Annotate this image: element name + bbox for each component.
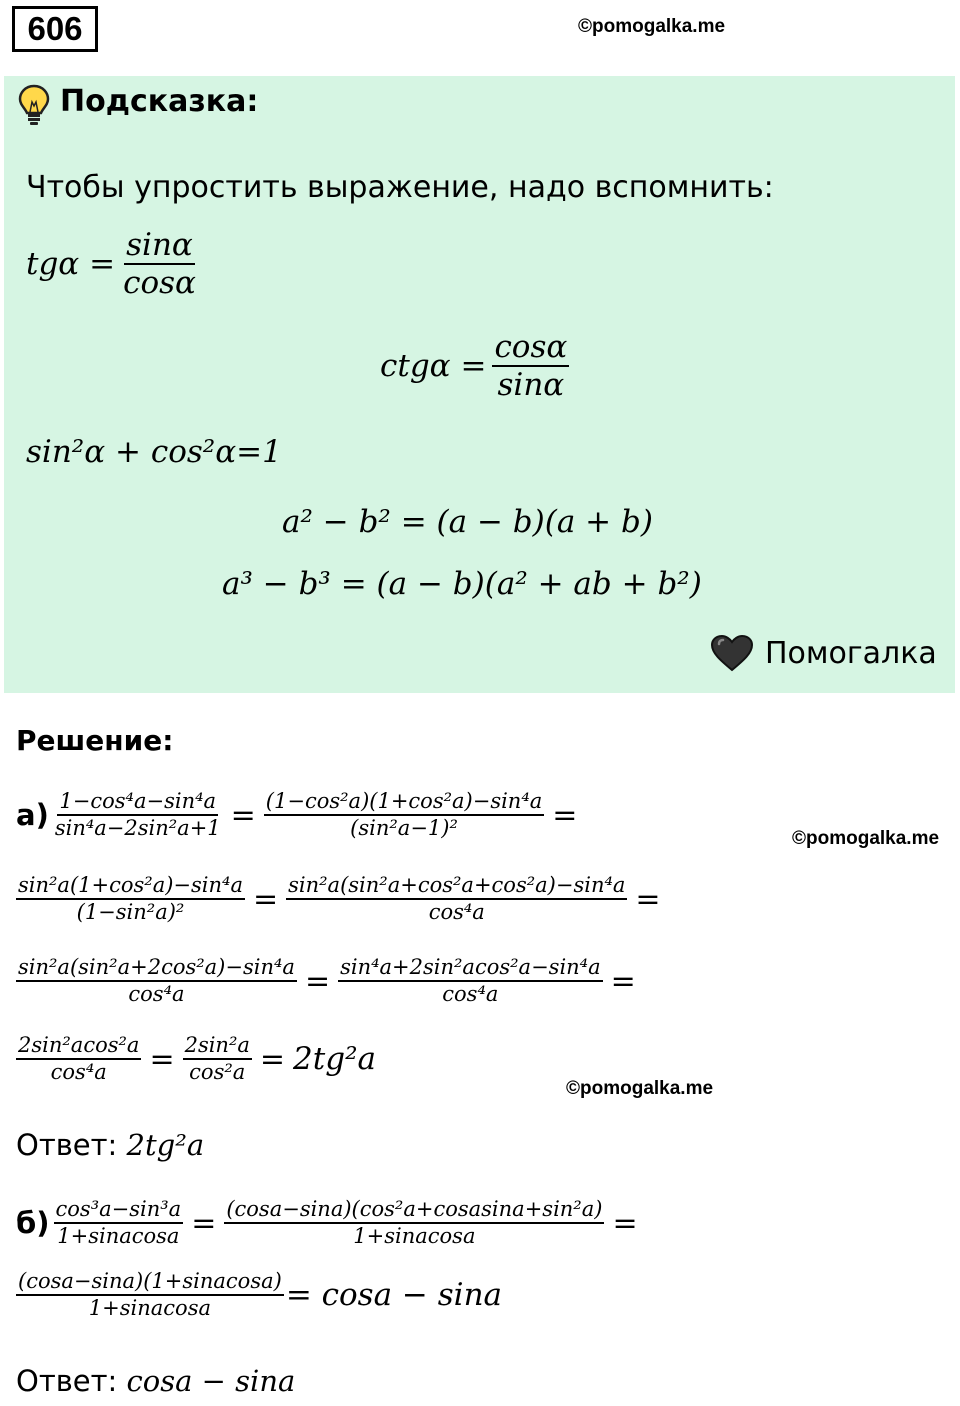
- tg-lhs: tgα =: [26, 246, 116, 283]
- task-number: 606: [12, 6, 98, 52]
- part-b-label: б): [16, 1206, 50, 1241]
- fraction-denominator: cos²a: [189, 1060, 246, 1085]
- fraction-denominator: 1+sinacosa: [57, 1224, 180, 1249]
- part-a-answer: [16, 1128, 204, 1162]
- part-a-line-4: [16, 1034, 376, 1084]
- part-a-line-3: [16, 956, 644, 1006]
- fraction-numerator: sin²a(sin²a+cos²a+cos²a)−sin⁴a: [286, 874, 627, 900]
- ctg-formula: [380, 330, 569, 402]
- equals-sign: =: [230, 797, 256, 833]
- answer-label: Ответ:: [16, 1128, 118, 1162]
- hint-intro: Чтобы упростить выражение, надо вспомнить:: [26, 170, 774, 205]
- equals-sign: =: [191, 1205, 217, 1241]
- fraction-numerator: sin²a(1+cos²a)−sin⁴a: [16, 874, 245, 900]
- difference-of-squares: a² − b² = (a − b)(a + b): [282, 504, 653, 540]
- brand-label: Помогалка: [765, 636, 937, 671]
- part-b-line-2: [16, 1270, 502, 1320]
- fraction-numerator: (cosa−sina)(cos²a+cosasina+sin²a): [224, 1198, 604, 1224]
- answer-label: Ответ:: [16, 1364, 118, 1398]
- part-a-result: 2tg²a: [293, 1041, 376, 1078]
- equals-sign: =: [252, 881, 279, 917]
- hint-title: Подсказка:: [60, 84, 259, 119]
- fraction-numerator: (cosa−sina)(1+sinacosa): [16, 1270, 284, 1296]
- answer-value: 2tg²a: [126, 1128, 205, 1162]
- part-a-line-1: [16, 790, 585, 840]
- fraction-numerator: cos³a−sin³a: [54, 1198, 184, 1224]
- equals-sign: =: [610, 963, 636, 999]
- fraction-numerator: 1−cos⁴a−sin⁴a: [57, 790, 218, 816]
- solution-title: Решение:: [16, 724, 174, 757]
- part-a-line-2: [16, 874, 669, 924]
- equals-sign: =: [552, 797, 578, 833]
- fraction-numerator: (1−cos²a)(1+cos²a)−sin⁴a: [264, 790, 544, 816]
- ctg-numerator: cosα: [492, 330, 569, 367]
- tg-formula: [26, 228, 198, 300]
- fraction-denominator: sin⁴a−2sin²a+1: [54, 816, 221, 841]
- equals-sign: =: [635, 881, 661, 917]
- fraction-denominator: cos⁴a: [50, 1060, 107, 1085]
- part-a-label: а): [16, 798, 49, 833]
- fraction-numerator: sin²a(sin²a+2cos²a)−sin⁴a: [16, 956, 297, 982]
- fraction-denominator: 1+sinacosa: [88, 1296, 211, 1321]
- fraction-denominator: cos⁴a: [128, 982, 185, 1007]
- fraction-denominator: (1−sin²a)²: [76, 900, 185, 925]
- lightbulb-icon: [18, 84, 50, 131]
- fraction-denominator: 1+sinacosa: [353, 1224, 476, 1249]
- part-b-result: = cosa − sina: [285, 1277, 503, 1314]
- fraction-numerator: sin⁴a+2sin²acos²a−sin⁴a: [338, 956, 603, 982]
- watermark: ©pomogalka.me: [578, 16, 726, 37]
- equals-sign: =: [612, 1205, 638, 1241]
- tg-denominator: cosα: [123, 265, 196, 302]
- fraction-denominator: (sin²a−1)²: [350, 816, 458, 841]
- fraction-numerator: 2sin²a: [183, 1034, 252, 1060]
- watermark: ©pomogalka.me: [566, 1078, 714, 1099]
- equals-sign: =: [259, 1041, 286, 1077]
- tg-numerator: sinα: [124, 228, 195, 265]
- equals-sign: =: [149, 1041, 175, 1077]
- part-b-answer: [16, 1364, 295, 1398]
- ctg-denominator: sinα: [497, 367, 565, 404]
- heart-icon: [710, 634, 754, 677]
- fraction-denominator: cos⁴a: [442, 982, 499, 1007]
- fraction-denominator: cos⁴a: [428, 900, 485, 925]
- equals-sign: =: [304, 963, 331, 999]
- part-b-line-1: [16, 1198, 646, 1248]
- watermark: ©pomogalka.me: [792, 828, 940, 849]
- difference-of-cubes: a³ − b³ = (a − b)(a² + ab + b²): [222, 566, 702, 602]
- ctg-lhs: ctgα =: [380, 348, 487, 385]
- pythagorean-identity: sin²α + cos²α=1: [26, 434, 282, 470]
- fraction-numerator: 2sin²acos²a: [16, 1034, 141, 1060]
- answer-value: cosa − sina: [126, 1364, 296, 1398]
